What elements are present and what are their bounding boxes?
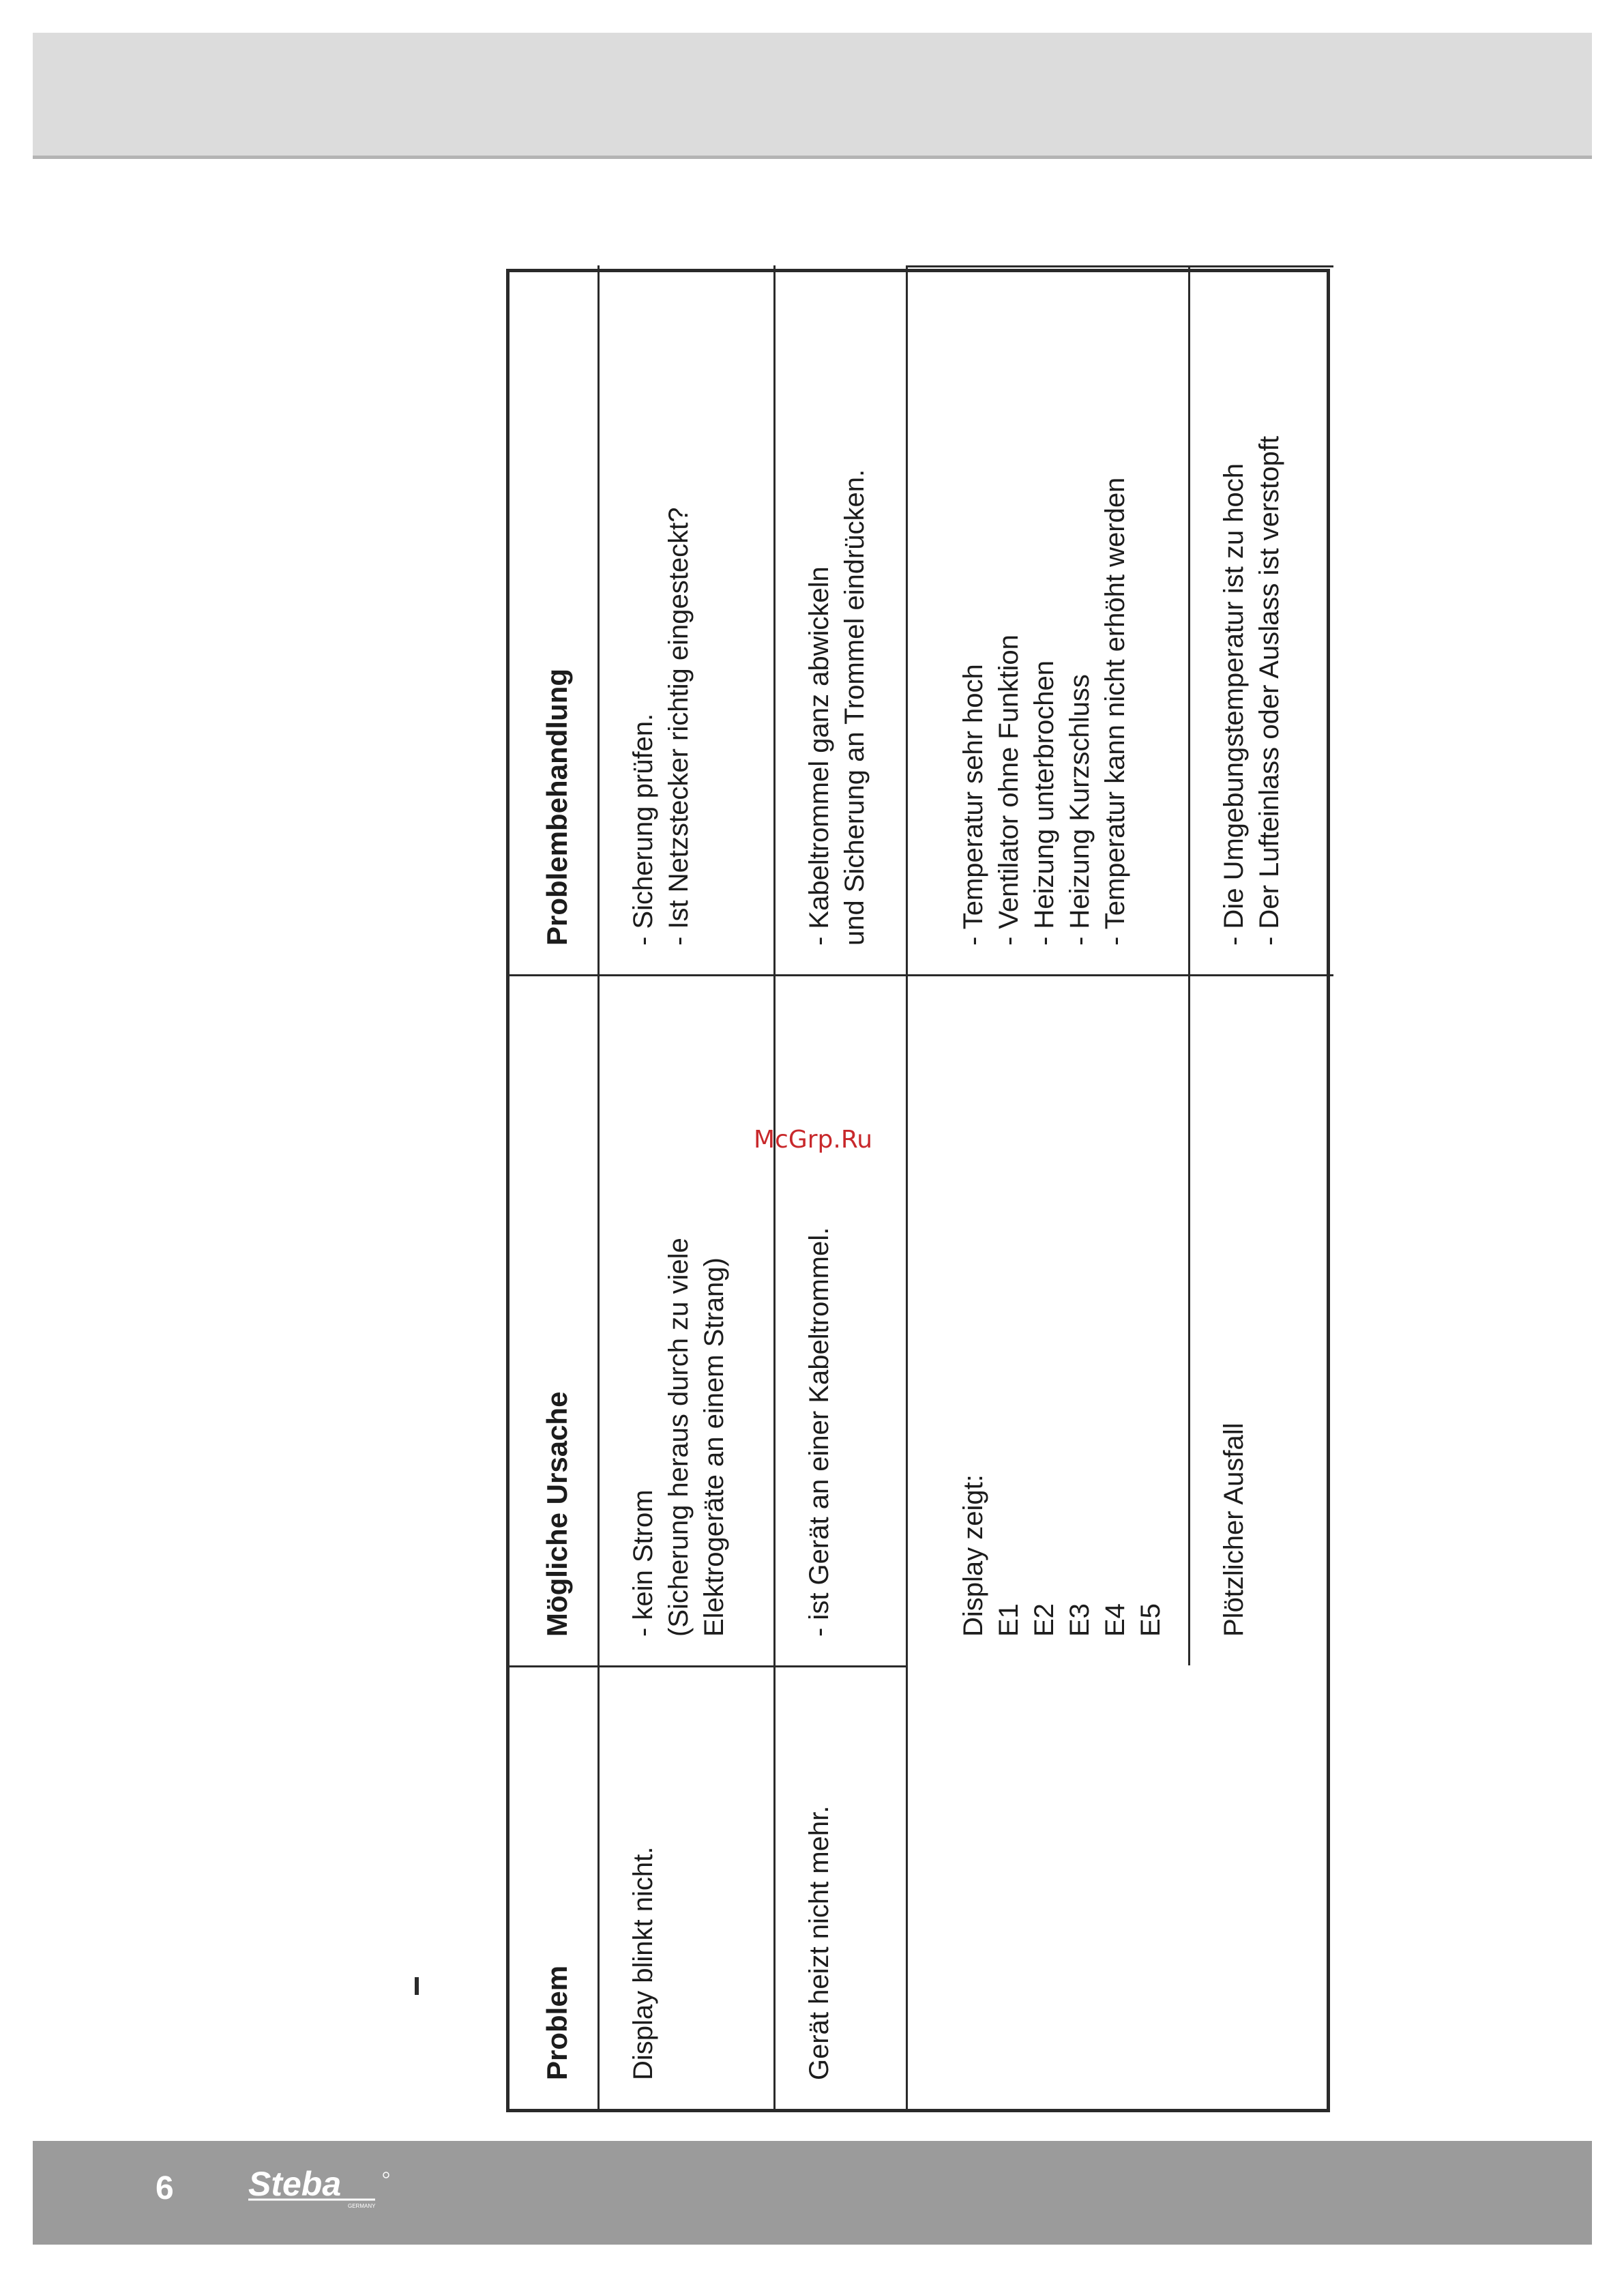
row1-cause: - kein Strom (Sicherung heraus durch zu viele Elektrogeräte an einem Strang) [600, 974, 776, 1665]
row1-problem: Display blinkt nicht. [600, 1665, 776, 2109]
steba-logo-sub: GERMANY [348, 2203, 376, 2209]
troubleshooting-table [506, 269, 1330, 2112]
row3-4-solution [908, 1665, 1333, 2109]
header-problem: Problem [510, 1665, 600, 2109]
header-cause: Mögliche Ursache [510, 974, 600, 1665]
steba-logo [246, 2164, 409, 2212]
stray-dash-mark [415, 1977, 419, 1995]
steba-logo-text: Steba [248, 2165, 342, 2203]
page-header-band [33, 33, 1592, 159]
row3-problem: Display zeigt: E1 E2 E3 E4 E5 [908, 974, 1190, 1665]
row2-problem: Gerät heizt nicht mehr. [776, 1665, 908, 2109]
watermark-text: McGrp.Ru [754, 1126, 873, 1154]
row2-solution: - Kabeltrommel ganz abwickeln und Sicherung an Trommel eindrücken. [776, 265, 908, 974]
page-number: 6 [156, 2170, 174, 2206]
header-solution: Problembehandlung [510, 265, 600, 974]
row2-cause: - ist Gerät an einer Kabeltrommel. [776, 974, 908, 1665]
row3-cause: - Temperatur sehr hoch - Ventilator ohne Funktion - Heizung unterbrochen - Heizung Kurzschluss - Temperatur kann nicht erhöht werden [908, 265, 1190, 974]
row4-cause: - Die Umgebungstemperatur ist zu hoch - Der Lufteinlass oder Auslass ist verstopft [1190, 265, 1333, 974]
row1-solution: - Sicherung prüfen. - Ist Netzstecker richtig eingesteckt? [600, 265, 776, 974]
row4-problem: Plötzlicher Ausfall [1190, 974, 1333, 1665]
